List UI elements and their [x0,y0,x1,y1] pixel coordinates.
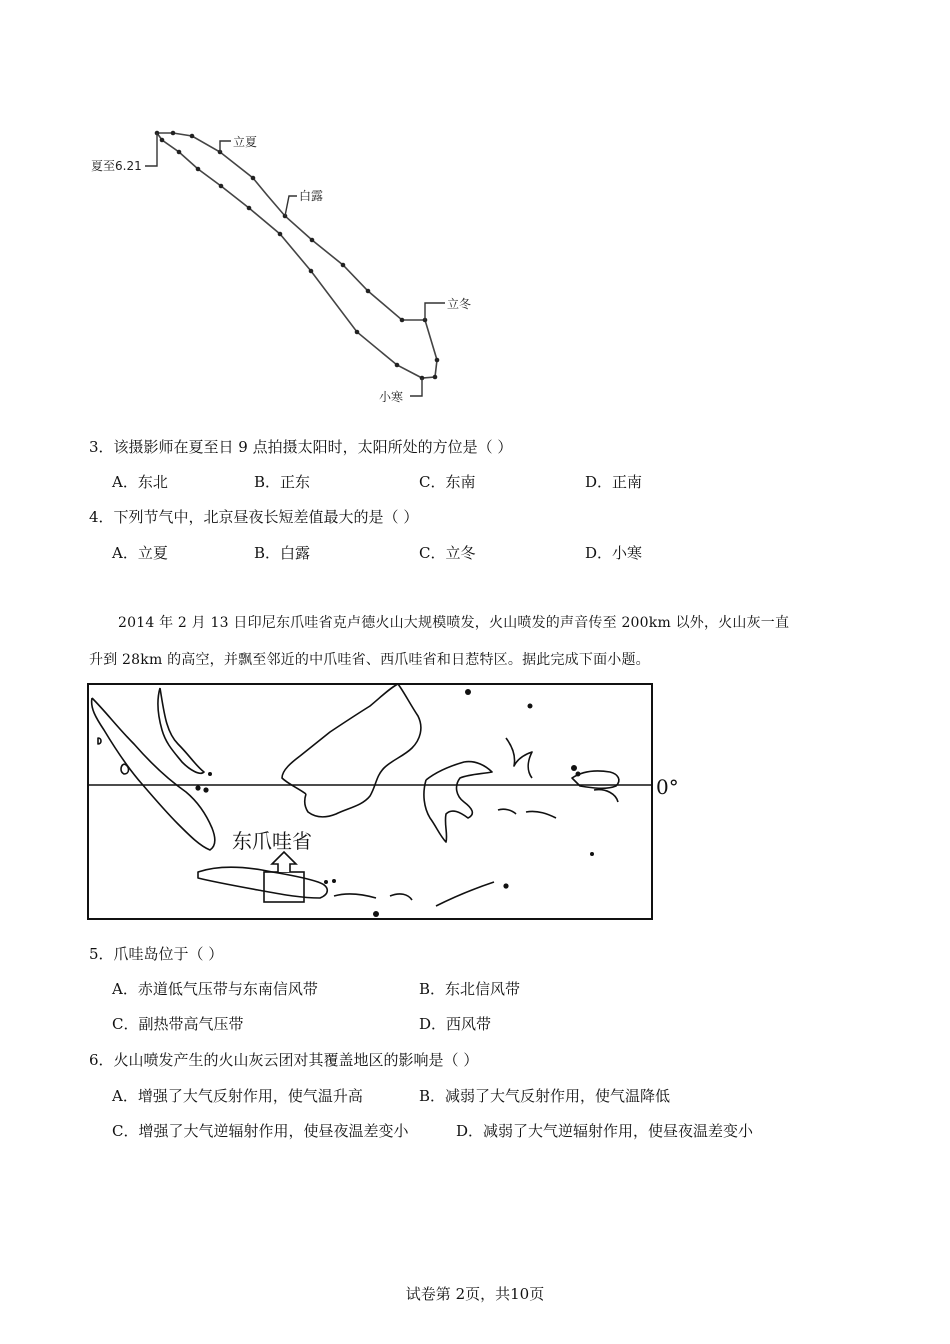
q5-option-d: D．西风带 [419,1015,492,1033]
q4-option-c: C．立冬 [419,544,476,562]
label-lixia: 立夏 [233,135,258,149]
label-lidong: 立冬 [447,297,472,311]
q4-option-b: B．白露 [254,544,311,562]
q4-option-a: A．立夏 [112,544,168,562]
question-3: 3．该摄影师在夏至日 9 点拍摄太阳时，太阳所处的方位是（ ） [89,438,513,456]
label-xiaohan: 小寒 [379,390,404,404]
province-label: 东爪哇省 [232,829,312,853]
q3-option-b: B．正东 [254,473,311,491]
label-bailu: 白露 [299,189,324,203]
label-summer-solstice: 夏至6.21 [91,159,142,173]
page-footer: 试卷第 2页，共10页 [405,1285,545,1303]
passage-line-1: 2014 年 2 月 13 日印尼东爪哇省克卢德火山大规模喷发，火山喷发的声音传至 200km 以外，火山灰一直 [118,615,790,631]
analemma-figure [85,120,485,410]
map-frame [88,684,652,919]
q5-option-b: B．东北信风带 [419,980,521,998]
question-6: 6．火山喷发产生的火山灰云团对其覆盖地区的影响是（ ） [89,1051,479,1069]
question-5: 5．爪哇岛位于（ ） [89,945,224,963]
question-4: 4．下列节气中，北京昼夜长短差值最大的是（ ） [89,508,419,526]
equator-label: 0° [656,775,679,799]
q6-option-b: B．减弱了大气反射作用，使气温降低 [419,1087,671,1105]
q3-option-c: C．东南 [419,473,476,491]
indonesia-map [86,682,686,922]
q6-option-d: D．减弱了大气逆辐射作用，使昼夜温差变小 [456,1122,754,1140]
q6-option-c: C．增强了大气逆辐射作用，使昼夜温差变小 [112,1122,409,1140]
q5-option-a: A．赤道低气压带与东南信风带 [112,980,318,998]
q5-option-c: C．副热带高气压带 [112,1015,244,1033]
q4-option-d: D．小寒 [585,544,643,562]
q6-option-a: A．增强了大气反射作用，使气温升高 [112,1087,363,1105]
q3-option-a: A．东北 [112,473,168,491]
q3-option-d: D．正南 [585,473,643,491]
passage-line-2: 升到 28km 的高空，并飘至邻近的中爪哇省、西爪哇省和日惹特区。据此完成下面小题。 [89,652,650,668]
